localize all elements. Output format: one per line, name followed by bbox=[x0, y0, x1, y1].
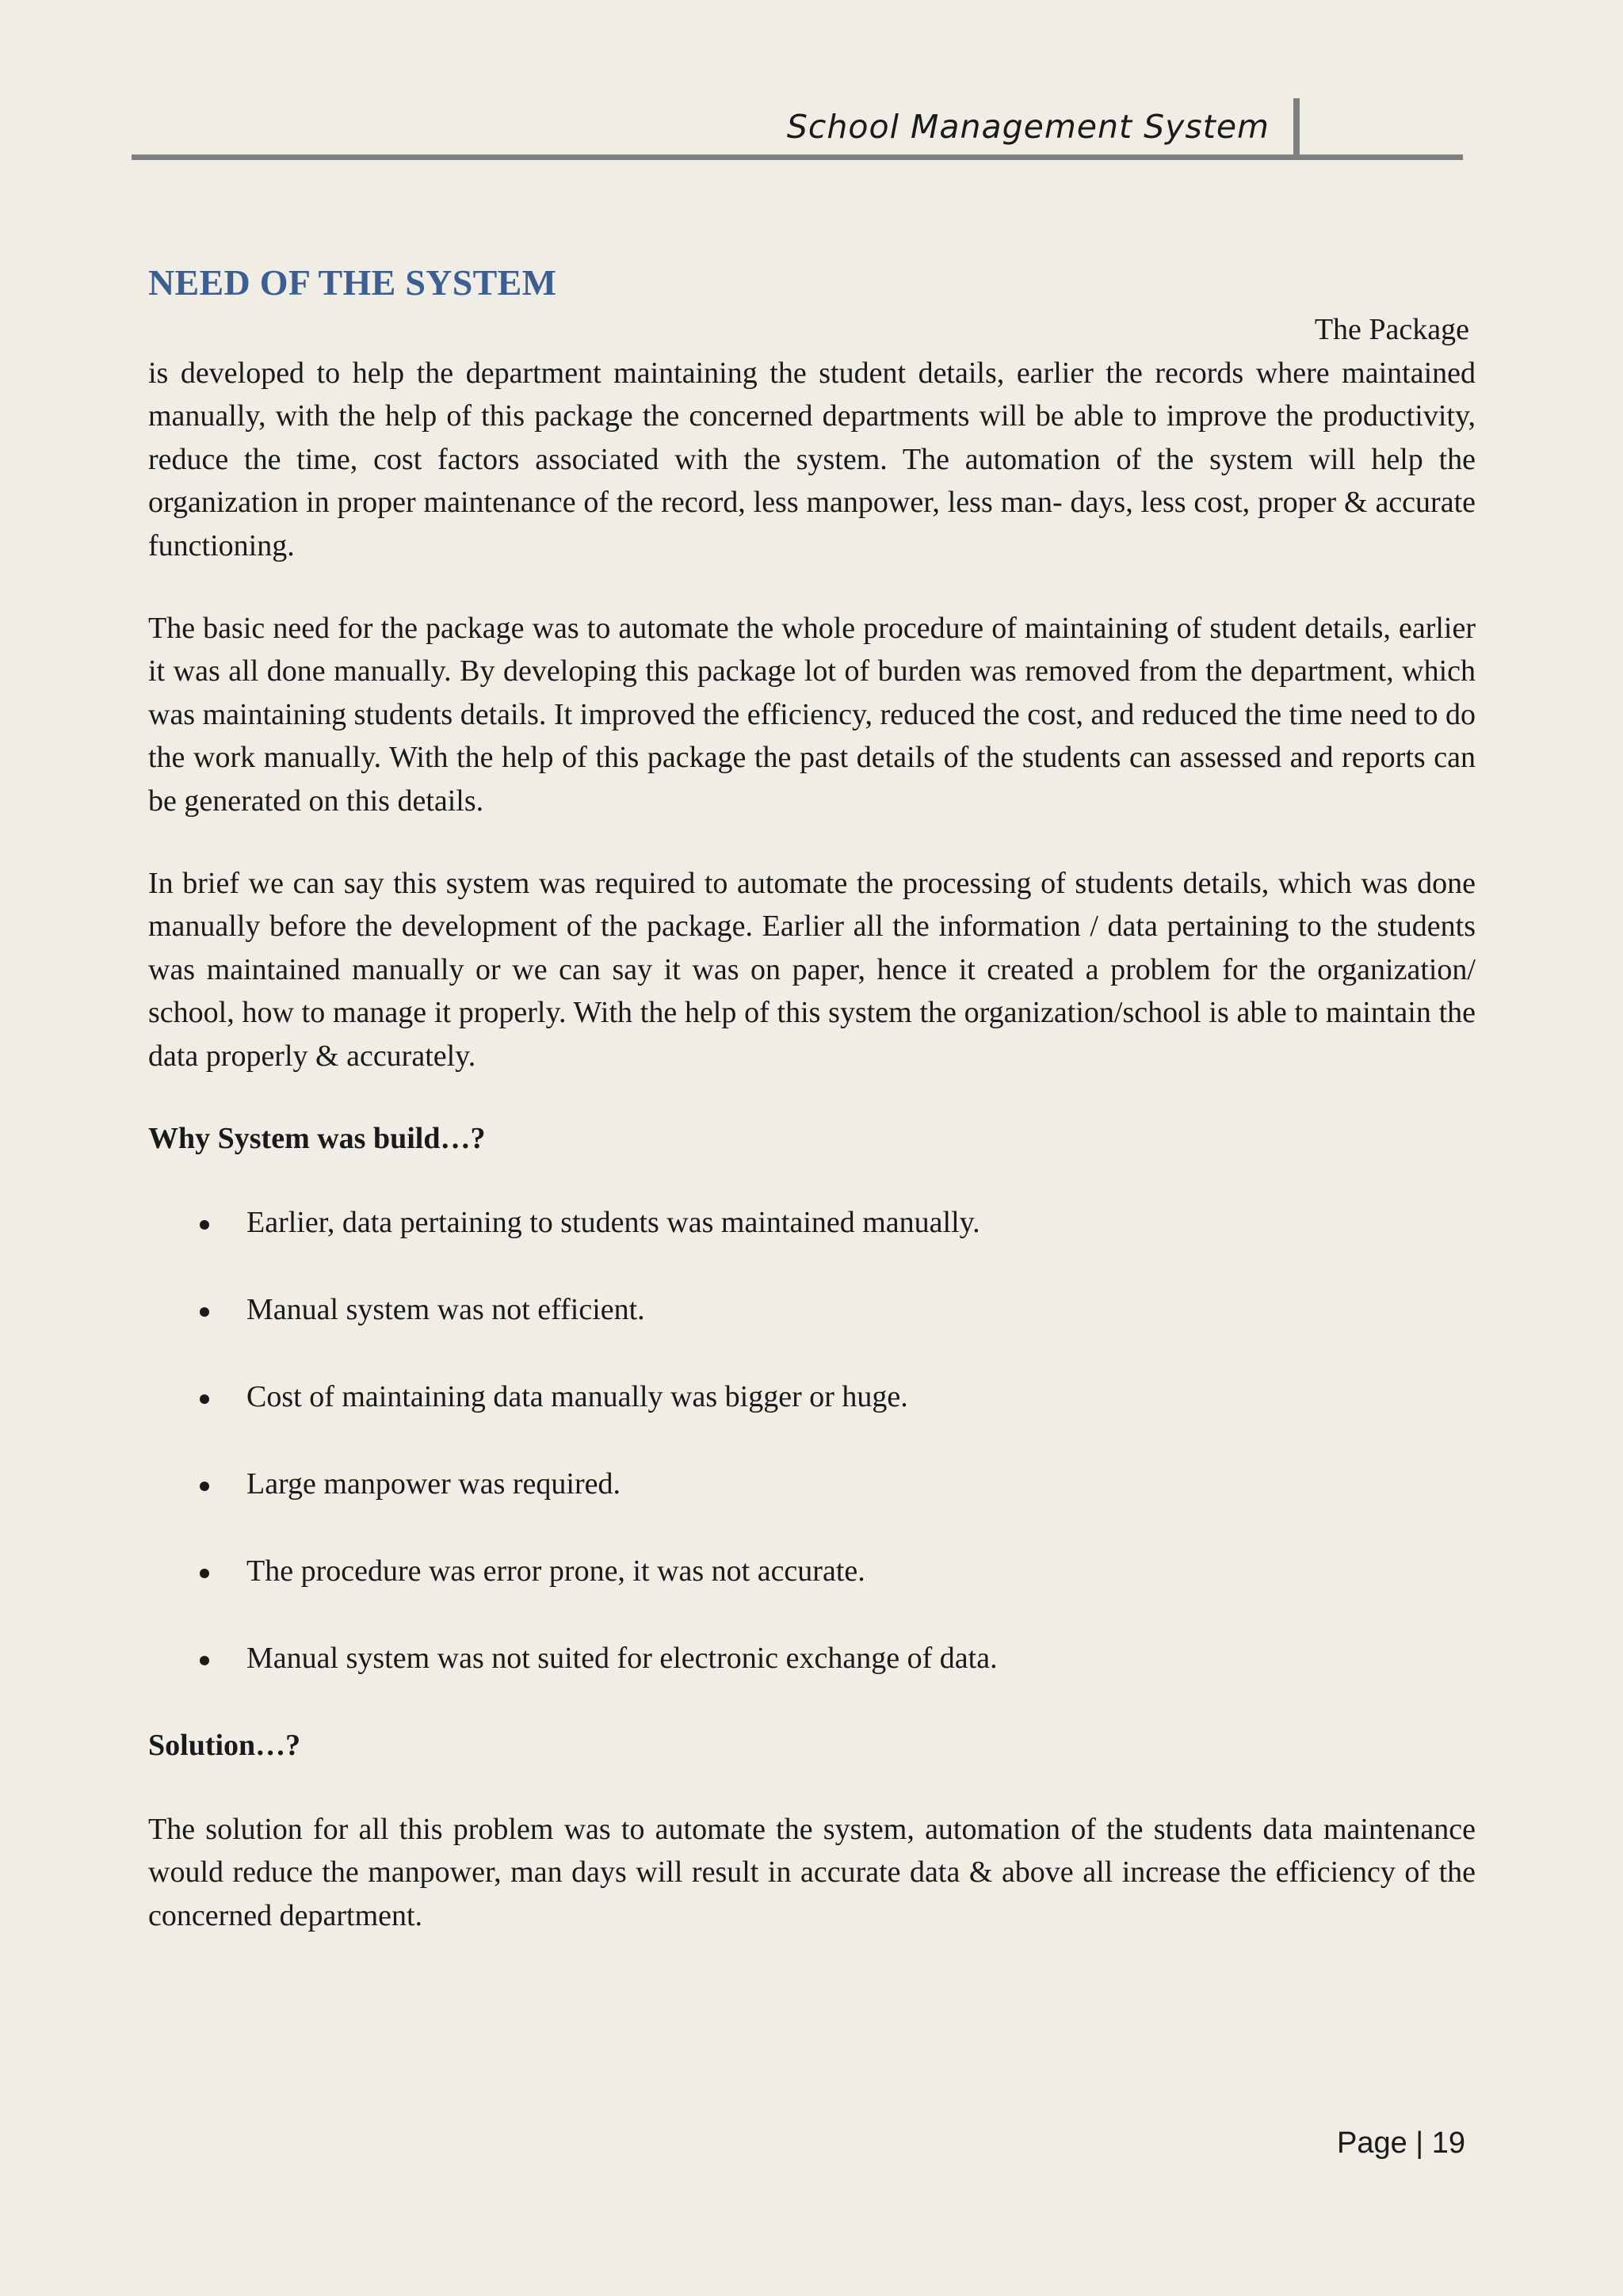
list-item: Large manpower was required. bbox=[148, 1463, 1476, 1505]
bullet-icon bbox=[200, 1394, 209, 1404]
document-body bbox=[148, 257, 1476, 1976]
bullet-icon bbox=[200, 1307, 209, 1317]
why-heading: Why System was build…? bbox=[148, 1121, 486, 1155]
bullet-icon bbox=[200, 1569, 209, 1578]
paragraph-3: In brief we can say this system was required to automate the processing of students details, which was done manually before the development of the package. Earlier all the information / data pertaining to the students was maintained manually or we can say it was on paper, hence it created a problem for the organization/ school, how to manage it properly. With the help of this system the organization/school is able to maintain the data properly & accurately. bbox=[148, 866, 1476, 1073]
bullet-list bbox=[148, 1201, 1476, 1680]
list-item: The procedure was error prone, it was not accurate. bbox=[148, 1550, 1476, 1592]
header-vertical-bar bbox=[1293, 98, 1300, 157]
bullet-icon bbox=[200, 1656, 209, 1665]
list-item: Earlier, data pertaining to students was maintained manually. bbox=[148, 1201, 1476, 1244]
page-header bbox=[132, 97, 1463, 162]
bullet-icon bbox=[200, 1482, 209, 1491]
solution-paragraph: The solution for all this problem was to automate the system, automation of the students data maintenance would reduce the manpower, man days will result in accurate data & above all increase the efficiency of the concerned department. bbox=[148, 1812, 1476, 1932]
list-item: Manual system was not efficient. bbox=[148, 1288, 1476, 1331]
paragraph-1-text: is developed to help the department maintaining the student details, earlier the records where maintained manually, with the help of this package the concerned departments will be able to improve the productivity, reduce the time, cost factors associated with the system. The automation of the system will help the organization in proper maintenance of the record, less manpower, less man- days, less cost, proper & accurate functioning. bbox=[148, 356, 1476, 563]
bullet-icon bbox=[200, 1220, 209, 1230]
solution-heading: Solution…? bbox=[148, 1728, 301, 1762]
paragraph-1 bbox=[148, 308, 1476, 568]
page-number: Page | 19 bbox=[1336, 2126, 1465, 2160]
paragraph-1-lead: The Package bbox=[1314, 313, 1469, 346]
section-heading: NEED OF THE SYSTEM bbox=[148, 262, 557, 303]
paragraph-2: The basic need for the package was to automate the whole procedure of maintaining of student details, earlier it was all done manually. By developing this package lot of burden was removed from the department, which was maintaining students details. It improved the efficiency, reduced the cost, and reduced the time need to do the work manually. With the help of this package the past details of the students can assessed and reports can be generated on this details. bbox=[148, 611, 1476, 818]
header-title: School Management System bbox=[786, 108, 1270, 146]
list-item: Manual system was not suited for electronic exchange of data. bbox=[148, 1637, 1476, 1680]
header-rule bbox=[132, 154, 1463, 160]
list-item: Cost of maintaining data manually was bigger or huge. bbox=[148, 1375, 1476, 1418]
